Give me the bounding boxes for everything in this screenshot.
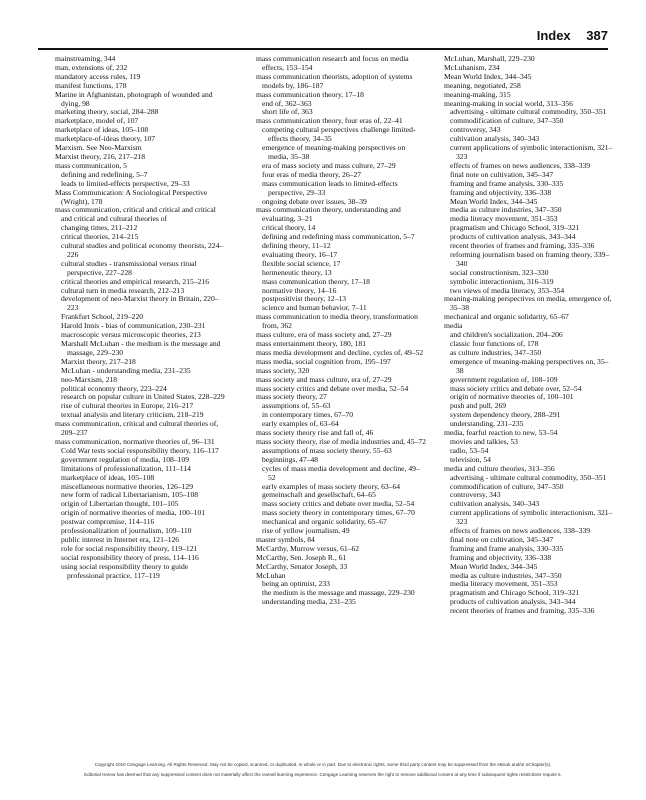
index-column-3	[444, 55, 614, 616]
index-entry: mass society critics and debate over media, 52–54	[256, 383, 409, 393]
index-entry: meaning, negotiated, 258	[444, 80, 521, 90]
index-entry: mass entertainment theory, 180, 181	[256, 339, 367, 348]
index-subentry: classic four functions of, 178	[450, 339, 539, 348]
index-subentry: short life of, 363	[262, 107, 313, 117]
index-subentry: macroscopic versus microscopic theories, 213	[61, 330, 201, 340]
index-subentry: pragmatism and Chicago School, 319–321	[450, 588, 580, 598]
index-subentry: postwar compromise, 114–116	[61, 517, 155, 527]
index-subentry: controversy, 343	[450, 125, 501, 135]
index-entry: man, extensions of, 232	[55, 62, 128, 72]
index-subentry: cultural turn in media research, 212–213	[61, 285, 185, 295]
index-subentry: advertising - ultimate cultural commodity, 350–351	[450, 472, 607, 482]
index-subentry: competing cultural perspectives challenge limited-effects theory, 34–35	[262, 125, 416, 144]
index-subentry: media literacy movement, 351–353	[450, 214, 558, 224]
index-subentry: defining theory, 11–12	[262, 241, 331, 251]
index-subentry: commodification of culture, 347–350	[450, 481, 564, 491]
index-subentry: current applications of symbolic interactionism, 321–323	[450, 508, 613, 527]
index-subentry: critical theories, 214–215	[61, 232, 139, 242]
index-subentry: media literacy movement, 351–353	[450, 579, 558, 589]
index-entry: meaning-making, 315	[444, 89, 511, 99]
index-subentry: marketplace of ideas, 105–108	[61, 472, 155, 482]
index-column-2	[256, 55, 426, 607]
index-entry: mass communication research and focus on media effects, 153–154	[256, 54, 409, 72]
index-subentry: final note on cultivation, 345–347	[450, 534, 554, 544]
index-subentry: as culture industries, 347–350	[450, 347, 542, 357]
index-entry: marketing theory, social, 284–288	[55, 107, 159, 117]
index-entry: mechanical and organic solidarity, 65–67	[444, 312, 569, 322]
index-entry: mass society theory, 27	[256, 392, 327, 402]
index-subentry: origin of normative theories of media, 100–101	[61, 508, 206, 518]
index-subentry: framing and objectivity, 336–338	[450, 552, 552, 562]
index-subentry: Mean World Index, 344–345	[450, 561, 538, 571]
index-subentry: Mean World Index, 344–345	[450, 196, 538, 206]
index-subentry: mechanical and organic solidarity, 65–67	[262, 517, 387, 527]
index-subentry: government regulation of media, 108–109	[61, 454, 190, 464]
index-entry: mass communication, 5	[55, 160, 127, 170]
index-subentry: role for social responsibility theory, 119–121	[61, 543, 198, 553]
index-entry: mass communication theory, 17–18	[256, 89, 364, 99]
index-entry: mass society, 320	[256, 365, 310, 375]
index-subentry: recent theories of frames and framing, 335–336	[450, 606, 595, 616]
index-subentry: push and pull, 269	[450, 401, 507, 411]
index-subentry: emergence of meaning-making perspectives on, 35–38	[450, 356, 609, 375]
index-entry: mass society theory, rise of media industries and, 45–72	[256, 436, 426, 446]
index-subentry: reforming journalism based on framing theory, 339–340	[450, 249, 610, 268]
index-subentry: critical theory, 14	[262, 223, 316, 233]
index-subentry: mass society critics and debate over, 52–54	[450, 383, 582, 393]
index-subentry: era of mass society and mass culture, 27–29	[262, 160, 396, 170]
index-subentry: radio, 53–54	[450, 445, 489, 455]
index-subentry: hermeneutic theory, 13	[262, 267, 332, 277]
index-subentry: movies and talkies, 53	[450, 436, 518, 446]
index-subentry: understanding, 231–235	[450, 419, 524, 429]
index-subentry: advertising - ultimate cultural commodity, 350–351	[450, 107, 607, 117]
index-subentry: new form of radical Libertarianism, 105–108	[61, 490, 199, 500]
index-entry: media and culture theories, 313–356	[444, 463, 555, 473]
index-subentry: origin of normative theories of, 100–101	[450, 392, 574, 402]
index-subentry: assumptions of mass society theory, 55–63	[262, 445, 392, 455]
index-subentry: evaluating theory, 16–17	[262, 249, 338, 259]
index-subentry: system dependency theory, 288–291	[450, 410, 561, 420]
index-subentry: framing and objectivity, 336–338	[450, 187, 552, 197]
index-subentry: research on popular culture in United States, 228–229	[61, 392, 225, 402]
editorial-notice: Editorial review has deemed that any suppressed content does not materially affect the overall learning experience. Cengage Learning reserves the right to remove additional content at any time if subsequent rights restrictions require it.	[84, 772, 562, 777]
index-entry: mass communication, critical and cultural theories of, 209–237	[55, 419, 219, 438]
header-title: Index	[536, 28, 571, 43]
index-subentry: and children's socialization, 204–206	[450, 330, 563, 340]
index-subentry: Frankfurt School, 219–220	[61, 312, 144, 322]
index-subentry: cultivation analysis, 340–343	[450, 134, 540, 144]
index-entry: mass communication to media theory, transformation from, 362	[256, 312, 418, 331]
index-entry: McLuhanism, 234	[444, 62, 500, 72]
index-entry: Mass Communication: A Sociological Perspective (Wright), 178	[55, 187, 208, 206]
index-subentry: limitations of professionalization, 111–114	[61, 463, 191, 473]
index-subentry: effects of frames on news audiences, 338–339	[450, 526, 591, 536]
index-entry: Mean World Index, 344–345	[444, 71, 532, 81]
index-entry: mass society and mass culture, era of, 27–29	[256, 374, 392, 384]
index-entry: mass communication theory, four eras of, 22–41	[256, 116, 403, 126]
index-entry: marketplace-of-ideas theory, 107	[55, 134, 156, 144]
index-entry: McCarthy, Senator Joseph, 33	[256, 561, 348, 571]
index-subentry: normative theory, 14–16	[262, 285, 337, 295]
copyright-notice: Copyright 2010 Cengage Learning. All Rights Reserved. May not be copied, scanned, or duplicated, in whole or in part. Due to electronic rights, some third party content may be suppressed from the eBook and/or eChapter(s).	[94, 762, 552, 767]
index-subentry: Harold Innis - bias of communication, 230–231	[61, 321, 206, 331]
index-column-1	[55, 55, 225, 580]
index-subentry: beginnings, 47–48	[262, 454, 319, 464]
index-subentry: mass communication leads to limited-effects perspective, 29–33	[262, 178, 398, 197]
index-subentry: postpositivist theory, 12–13	[262, 294, 347, 304]
index-subentry: Marshall McLuhan - the medium is the message and massage, 229–230	[61, 339, 221, 357]
index-subentry: textual analysis and literary criticism, 218–219	[61, 410, 204, 420]
index-subentry: professionalization of journalism, 109–110	[61, 526, 192, 536]
index-subentry: media as culture industries, 347–350	[450, 205, 562, 215]
index-entry: media	[444, 321, 463, 331]
index-subentry: effects of frames on news audiences, 338–339	[450, 160, 591, 170]
index-subentry: early examples of mass society theory, 63–64	[262, 481, 401, 491]
header-rule	[38, 48, 608, 50]
index-subentry: miscellaneous normative theories, 126–129	[61, 481, 194, 491]
index-entry: mass communication, critical and critical and critical and critical and cultural theories of	[55, 205, 216, 224]
index-entry: Marxist theory, 216, 217–218	[55, 151, 145, 161]
index-subentry: framing and frame analysis, 330–335	[450, 543, 564, 553]
index-subentry: the medium is the message and massage, 229–230	[262, 588, 415, 598]
index-entry: McLuhan	[256, 570, 286, 580]
index-subentry: ongoing debate over issues, 38–39	[262, 196, 367, 206]
index-subentry: mass society theory in contemporary times, 67–70	[262, 508, 415, 518]
index-subentry: mass communication theory, 17–18	[262, 276, 370, 286]
index-entry: mandatory access rules, 119	[55, 71, 141, 81]
index-subentry: leads to limited-effects perspective, 29–33	[61, 178, 190, 188]
index-entry: mass culture, era of mass society and, 27–29	[256, 330, 392, 340]
index-subentry: science and human behavior, 7–11	[262, 303, 367, 313]
index-entry: mass communication theorists, adoption of systems models by, 186–187	[256, 71, 413, 90]
index-entry: mass society theory rise and fall of, 46	[256, 428, 374, 438]
index-entry: McCarthy, Sen. Joseph R., 61	[256, 552, 347, 562]
index-subentry: cultivation analysis, 340–343	[450, 499, 540, 509]
running-header	[537, 28, 608, 48]
index-entry: Marine in Afghanistan, photograph of wounded and dying, 98	[55, 89, 213, 108]
index-entry: mass communication, normative theories of, 96–131	[55, 436, 215, 446]
index-subentry: products of cultivation analysis, 343–344	[450, 232, 576, 242]
index-subentry: mass society critics and debate over media, 52–54	[262, 499, 415, 509]
index-subentry: gemeinschaft and gesellschaft, 64–65	[262, 490, 376, 500]
index-subentry: media as culture industries, 347–350	[450, 570, 562, 580]
index-entry: meaning-making perspectives on media, emergence of, 35–38	[444, 294, 612, 313]
index-entry: mainstreaming, 344	[55, 54, 116, 63]
index-subentry: television, 54	[450, 454, 491, 464]
index-entry: manifest functions, 178	[55, 80, 127, 90]
index-subentry: pragmatism and Chicago School, 319–321	[450, 223, 580, 233]
index-subentry: flexible social science, 17	[262, 258, 341, 268]
index-subentry: neo-Marxism, 218	[61, 374, 118, 384]
index-entry: Marxism. See Neo-Marxism	[55, 143, 142, 153]
index-subentry: products of cultivation analysis, 343–344	[450, 597, 576, 607]
index-subentry: controversy, 343	[450, 490, 501, 500]
index-subentry: framing and frame analysis, 330–335	[450, 178, 564, 188]
index-entry: marketplace of ideas, 105–108	[55, 125, 149, 135]
index-subentry: defining and redefining mass communication, 5–7	[262, 232, 415, 242]
index-subentry: final note on cultivation, 345–347	[450, 169, 554, 179]
index-subentry: cycles of mass media development and decline, 49–52	[262, 463, 420, 482]
index-subentry: political economy theory, 223–224	[61, 383, 167, 393]
index-subentry: being an optimist, 233	[262, 579, 330, 589]
index-subentry: origin of Libertarian thought, 101–105	[61, 499, 179, 509]
index-subentry: McLuhan - understanding media, 231–235	[61, 365, 191, 375]
index-subentry: social responsibility theory of press, 114–116	[61, 552, 199, 562]
index-subentry: in contemporary times, 67–70	[262, 410, 354, 420]
index-entry: meaning-making in social world, 313–356	[444, 98, 573, 108]
index-subentry: development of neo-Marxist theory in Britain, 220–223	[61, 294, 219, 313]
index-subentry: defining and redefining, 5–7	[61, 169, 148, 179]
index-subentry: social constructionism, 323–330	[450, 267, 549, 277]
index-subentry: four eras of media theory, 26–27	[262, 169, 362, 179]
index-entry: media, fearful reaction to new, 53–54	[444, 428, 558, 438]
index-subentry: early examples of, 63–64	[262, 419, 339, 429]
index-subentry: current applications of symbolic interactionism, 321–323	[450, 143, 613, 161]
index-entry: McCarthy, Murrow versus, 61–62	[256, 543, 360, 553]
index-subentry: critical theories and empirical research, 215–216	[61, 276, 210, 286]
index-subentry: emergence of meaning-making perspectives on media, 35–38	[262, 143, 406, 161]
index-subentry: changing times, 211–212	[61, 223, 138, 233]
index-subentry: public interest in Internet era, 121–126	[61, 534, 180, 544]
index-subentry: assumptions of, 55–63	[262, 401, 331, 411]
index-subentry: cultural studies - transmissional versus ritual perspective, 227–228	[61, 258, 197, 277]
index-subentry: government regulation of, 108–109	[450, 374, 558, 384]
index-subentry: symbolic interactionism, 316–319	[450, 276, 554, 286]
index-entry: marketplace, model of, 107	[55, 116, 139, 126]
index-subentry: recent theories of frames and framing, 335–336	[450, 241, 595, 251]
index-entry: McLuhan, Marshall, 229–230	[444, 54, 535, 63]
index-subentry: understanding media, 231–235	[262, 597, 356, 607]
index-entry: mass media development and decline, cycles of, 49–52	[256, 347, 424, 357]
index-entry: mass media, social cognition from, 195–197	[256, 356, 391, 366]
index-entry: mass communication theory, understanding and evaluating, 3–21	[256, 205, 401, 224]
page-number: 387	[586, 28, 608, 43]
index-subentry: two views of media literacy, 353–354	[450, 285, 565, 295]
index-subentry: cultural studies and political economy theorists, 224–226	[61, 241, 224, 259]
index-subentry: Cold War tests social responsibility theory, 116–117	[61, 445, 219, 455]
index-entry: master symbols, 84	[256, 534, 315, 544]
index-subentry: Marxist theory, 217–218	[61, 356, 136, 366]
index-subentry: rise of yellow journalism, 49	[262, 526, 350, 536]
index-subentry: rise of cultural theories in Europe, 216–217	[61, 401, 194, 411]
index-subentry: using social responsibility theory to guide professional practice, 117–119	[61, 561, 189, 580]
index-subentry: end of, 362–363	[262, 98, 312, 108]
index-subentry: commodification of culture, 347–350	[450, 116, 564, 126]
